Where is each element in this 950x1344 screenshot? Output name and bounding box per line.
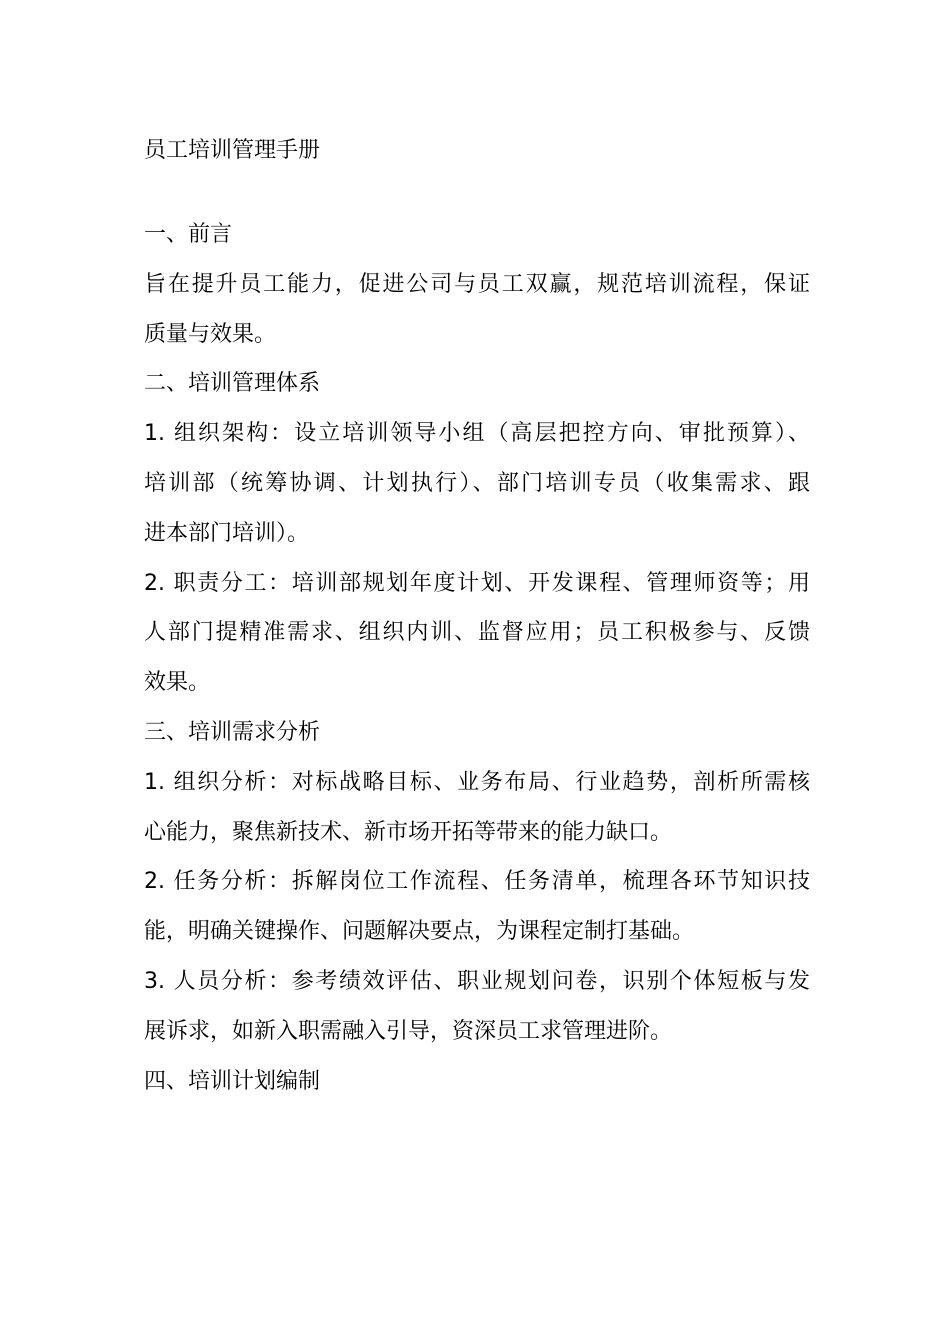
text-line: 培训部（统筹协调、计划执行）、部门培训专员（收集需求、跟 [144, 470, 810, 496]
text-line: 展诉求，如新入职需融入引导，资深员工求管理进阶。 [144, 1018, 673, 1044]
text-line: 旨在提升员工能力，促进公司与员工双赢，规范培训流程，保证 [144, 271, 810, 297]
text-line: 1. 组织分析：对标战略目标、业务布局、行业趋势，剖析所需核 [144, 769, 810, 795]
document-title: 员工培训管理手册 [144, 138, 321, 163]
text-line: 2. 任务分析：拆解岗位工作流程、任务清单，梳理各环节知识技 [144, 869, 810, 895]
document-body [144, 210, 810, 1106]
text-line: 三、培训需求分析 [144, 719, 321, 745]
text-line: 1. 组织架构：设立培训领导小组（高层把控方向、审批预算）、 [144, 421, 810, 447]
text-line: 2. 职责分工：培训部规划年度计划、开发课程、管理师资等；用 [144, 570, 810, 596]
text-line: 进本部门培训）。 [144, 520, 310, 546]
text-line: 3. 人员分析：参考绩效评估、职业规划问卷，识别个体短板与发 [144, 968, 810, 994]
text-line: 能，明确关键操作、问题解决要点，为课程定制打基础。 [144, 919, 695, 945]
text-line: 效果。 [144, 670, 211, 696]
text-line: 心能力，聚焦新技术、新市场开拓等带来的能力缺口。 [144, 819, 673, 845]
text-line: 质量与效果。 [144, 321, 277, 347]
text-line: 四、培训计划编制 [144, 1068, 321, 1094]
text-line: 二、培训管理体系 [144, 371, 321, 397]
text-line: 一、前言 [144, 222, 233, 247]
text-line: 人部门提精准需求、组织内训、监督应用；员工积极参与、反馈 [144, 620, 810, 646]
